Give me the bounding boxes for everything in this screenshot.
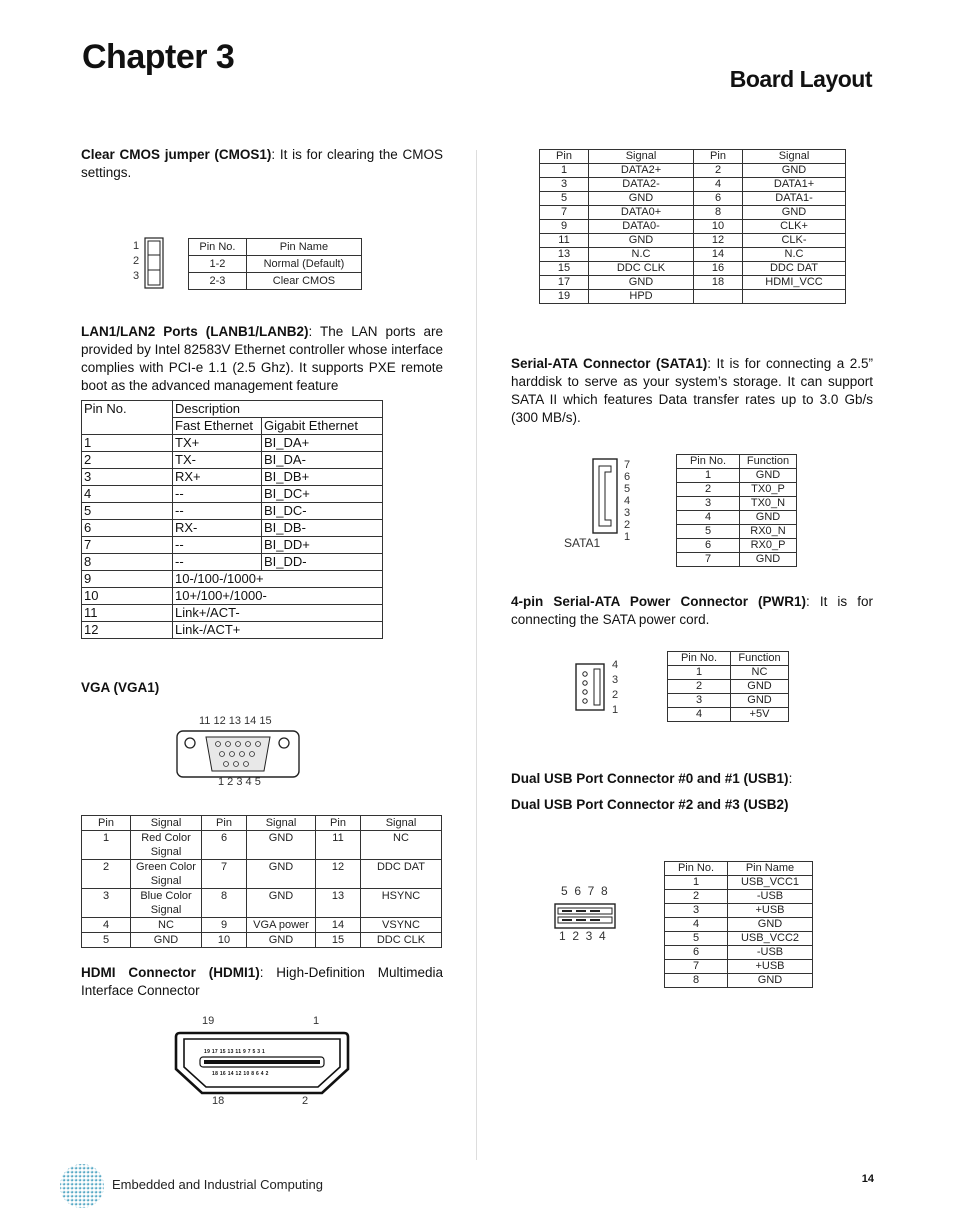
jumper-diagram [144,237,164,289]
cmos-paragraph [81,146,443,182]
table-row [677,525,797,539]
table-cell: BI_DC- [262,503,383,520]
table-row [677,483,797,497]
table-cell: 5 [82,503,173,520]
table-cell: 19 [540,290,589,304]
table-cell: TX0_N [740,497,797,511]
table-row [665,974,813,988]
table-row [668,680,789,694]
table-cell: 7 [82,537,173,554]
table-cell: TX- [173,452,262,469]
table-row [540,290,846,304]
table-cell: TX+ [173,435,262,452]
table-cell: 12 [316,860,361,889]
table-cell: 10 [202,933,247,948]
table-cell: DATA1- [743,192,846,206]
table-cell: 1 [665,876,728,890]
table-cell: -- [173,503,262,520]
table-cell: Red Color Signal [131,831,202,860]
table-cell: N.C [589,248,694,262]
table-cell: 1 [82,831,131,860]
sata-text: : It is for connecting a 2.5” harddisk to serve as your system’s storage. It can support SATA II which features Data transfer rates up to 3.0 Gb/s (300 MB/s). [511,356,873,425]
table-cell: 9 [540,220,589,234]
hdmi-inner-top-pins: 19 17 15 13 11 9 7 5 3 1 [204,1049,266,1055]
table-cell: 1 [540,164,589,178]
table-row [665,932,813,946]
column-divider [476,150,477,1160]
vga-bottom-pins: 1 2 3 4 5 [218,776,261,788]
table-cell: 5 [540,192,589,206]
table-cell: DATA2+ [589,164,694,178]
pwr-heading: 4-pin Serial-ATA Power Connector (PWR1) [511,594,807,609]
table-cell: BI_DD- [262,554,383,571]
table-cell: 6 [694,192,743,206]
table-cell: 11 [82,605,173,622]
usb-top-pins: 5 6 7 8 [561,884,608,898]
table-row [665,960,813,974]
table-row [82,918,442,933]
table-row [82,831,442,860]
table-row [677,497,797,511]
table-row [540,220,846,234]
table-cell: 6 [202,831,247,860]
table-cell: 10+/100+/1000- [173,588,383,605]
lan-table: Pin No. Description Fast Ethernet Gigabit Ethernet 1 TX+ BI_DA+ 2 TX- BI_DA- 3 RX+ BI_DB+ 4 -- BI_DC+ 5 -- BI_DC- 6 RX- BI_DB- 7 -- BI_DD+ 8 -- BI_DD- 9 10-/100-/1000+ 10 10+/100+/1000- 11 Link+/ACT- 12 Link-/ACT+ [81,400,383,639]
table-cell [743,290,846,304]
table-row [82,605,383,622]
usb-bottom-pins: 1 2 3 4 [559,929,606,943]
usb-connector-diagram [554,903,616,929]
table-cell: 3 [82,889,131,918]
table-row [540,206,846,220]
table-row [665,918,813,932]
table-cell: 10 [694,220,743,234]
table-cell: GND [589,192,694,206]
hdmi-heading: HDMI Connector (HDMI1) [81,965,260,980]
table-cell: NC [131,918,202,933]
table-row [82,520,383,537]
footer-text: Embedded and Industrial Computing [112,1177,324,1192]
table-row [540,192,846,206]
table-cell: BI_DA- [262,452,383,469]
table-cell: RX+ [173,469,262,486]
table-cell: 5 [82,933,131,948]
table-cell: N.C [743,248,846,262]
table-cell: HDMI_VCC [743,276,846,290]
table-cell: 2 [668,680,731,694]
table-cell: DATA2- [589,178,694,192]
sata-paragraph [511,355,873,427]
table-cell: 2 [665,890,728,904]
table-cell: VSYNC [361,918,442,933]
table-row [665,876,813,890]
table-row [82,860,442,889]
table-cell: BI_DD+ [262,537,383,554]
table-cell: 12 [694,234,743,248]
table-row [82,588,383,605]
hdmi-corner-label: 18 [212,1095,225,1107]
table-cell: 4 [668,708,731,722]
table-cell: USB_VCC1 [728,876,813,890]
cmos-heading: Clear CMOS jumper (CMOS1) [81,147,272,162]
lan-heading: LAN1/LAN2 Ports (LANB1/LANB2) [81,324,309,339]
cmos-table: Pin No. Pin Name 1-2 Normal (Default) 2-3 Clear CMOS [188,238,362,290]
table-cell: 3 [668,694,731,708]
table-row [665,904,813,918]
table-cell: 13 [540,248,589,262]
table-cell: 8 [665,974,728,988]
table-cell: 7 [665,960,728,974]
table-cell: GND [731,694,789,708]
table-cell: DDC DAT [361,860,442,889]
table-cell: 9 [202,918,247,933]
table-cell: RX- [173,520,262,537]
lan-text: : The LAN ports are provided by Intel 82583V Ethernet controller whose interface complies with PCI-e 1.1 (2.5 Ghz). It supports PXE remote boot as the advanced management feature [81,324,444,393]
table-row [82,486,383,503]
table-cell: 6 [82,520,173,537]
table-cell: BI_DB+ [262,469,383,486]
table-cell: 16 [694,262,743,276]
table-cell: GND [247,831,316,860]
cmos-pin-labels: 1 2 3 [133,240,140,282]
table-row [540,262,846,276]
table-row [82,503,383,520]
table-cell: GND [740,511,797,525]
table-row [82,452,383,469]
table-cell: 7 [677,553,740,567]
table-row [540,248,846,262]
section-title: Board Layout [729,66,872,92]
table-row [668,708,789,722]
table-cell: DATA0- [589,220,694,234]
table-cell: RX0_N [740,525,797,539]
table-cell: GND [247,933,316,948]
table-cell: GND [131,933,202,948]
table-cell: GND [247,860,316,889]
table-row [82,889,442,918]
table-row [540,234,846,248]
hdmi-paragraph [81,964,443,1000]
table-cell: HSYNC [361,889,442,918]
table-cell: 3 [665,904,728,918]
company-logo [58,1162,106,1210]
table-cell: 15 [540,262,589,276]
table-cell: 8 [694,206,743,220]
pwr-rows [668,666,789,722]
table-cell: 10-/100-/1000+ [173,571,383,588]
pwr-connector-diagram [575,663,605,711]
table-cell: -- [173,554,262,571]
table-cell: +5V [731,708,789,722]
table-row [665,946,813,960]
table-cell: 12 [82,622,173,639]
page-number: 14 [861,1173,874,1185]
sata-table: Pin No. Function 1 GND 2 TX0_P 3 TX0_N 4 GND 5 RX0_N 6 RX0_P 7 GND [676,454,797,567]
table-cell: BI_DB- [262,520,383,537]
table-cell: GND [740,553,797,567]
vga-top-pins: 11 12 13 14 15 [199,715,272,727]
table-cell: 2 [677,483,740,497]
table-cell: GND [731,680,789,694]
table-cell: 2 [694,164,743,178]
table-cell: 4 [82,486,173,503]
table-cell: -- [173,537,262,554]
sata-rows [677,469,797,567]
table-cell: 5 [677,525,740,539]
vga-table: Pin Signal Pin Signal Pin Signal 1 Red Color Signal 6 GND 11 NC 2 Green Color Signal 7 GND 12 DDC DAT 3 Blue Color Signal 8 GND 13 HSYNC 4 NC 9 VGA power 14 VSYNC 5 GND 10 GND 15 DDC CLK [81,815,442,948]
table-cell: 8 [82,554,173,571]
table-cell: 13 [316,889,361,918]
pwr-text: : It is for connecting the SATA power cord. [511,594,873,627]
usb1-heading: Dual USB Port Connector #0 and #1 (USB1): [511,771,793,786]
table-cell: CLK+ [743,220,846,234]
table-cell: 3 [82,469,173,486]
table-row [82,554,383,571]
usb2-heading: Dual USB Port Connector #2 and #3 (USB2) [511,797,789,812]
vga-heading: VGA (VGA1) [81,680,160,695]
table-cell: BI_DC+ [262,486,383,503]
table-cell: 6 [665,946,728,960]
table-cell: 17 [540,276,589,290]
sata-heading: Serial-ATA Connector (SATA1) [511,356,708,371]
table-cell: +USB [728,960,813,974]
table-row [540,164,846,178]
table-cell: DATA0+ [589,206,694,220]
table-cell: DDC CLK [361,933,442,948]
hdmi-inner-bottom-pins: 18 16 14 12 10 8 6 4 2 [212,1071,269,1077]
table-cell: GND [247,889,316,918]
table-cell: VGA power [247,918,316,933]
table-cell: HPD [589,290,694,304]
table-cell: GND [728,918,813,932]
hdmi-connector-diagram [174,1031,350,1095]
table-row [82,571,383,588]
table-cell: -- [173,486,262,503]
table-row [677,469,797,483]
table-cell [694,290,743,304]
table-cell: NC [731,666,789,680]
table-row [82,469,383,486]
table-cell: GND [589,234,694,248]
table-cell: 15 [316,933,361,948]
table-cell: RX0_P [740,539,797,553]
table-row [82,435,383,452]
table-cell: GND [589,276,694,290]
hdmi-corner-label: 2 [302,1095,309,1107]
pwr-paragraph [511,593,873,629]
table-cell: 5 [665,932,728,946]
table-cell: Green Color Signal [131,860,202,889]
table-cell: 4 [677,511,740,525]
usb-table: Pin No. Pin Name 1 USB_VCC1 2 -USB 3 +USB 4 GND 5 USB_VCC2 6 -USB 7 +USB 8 GND [664,861,813,988]
table-row [82,622,383,639]
table-row [677,539,797,553]
table-cell: 14 [694,248,743,262]
table-cell: 14 [316,918,361,933]
table-cell: Link-/ACT+ [173,622,383,639]
sata-label: SATA1 [564,536,601,550]
table-row [665,890,813,904]
table-cell: GND [743,164,846,178]
table-cell: 11 [316,831,361,860]
table-cell: NC [361,831,442,860]
hdmi-corner-label: 1 [313,1015,320,1027]
hdmi-text: : High-Definition Multimedia Interface Connector [81,965,443,998]
table-cell: CLK- [743,234,846,248]
pwr-table: Pin No. Function 1 NC 2 GND 3 GND 4 +5V [667,651,789,722]
vga-rows [82,831,442,948]
sata-connector-diagram [592,458,618,534]
table-cell: 3 [677,497,740,511]
table-cell: Link+/ACT- [173,605,383,622]
table-cell: 4 [694,178,743,192]
table-cell: 2 [82,860,131,889]
hdmi-corner-label: 19 [202,1015,215,1027]
table-cell: 8 [202,889,247,918]
table-cell: 4 [665,918,728,932]
usb-rows [665,876,813,988]
table-cell: GND [743,206,846,220]
table-cell: 7 [202,860,247,889]
table-cell: 7 [540,206,589,220]
table-cell: 10 [82,588,173,605]
table-cell: BI_DA+ [262,435,383,452]
table-cell: 1 [82,435,173,452]
table-cell: 4 [82,918,131,933]
table-row [677,553,797,567]
table-cell: 1 [677,469,740,483]
hdmi-rows [540,164,846,304]
table-cell: Blue Color Signal [131,889,202,918]
table-cell: -USB [728,890,813,904]
cmos-text: : It is for clearing the CMOS settings. [81,147,443,180]
table-row [668,666,789,680]
table-row [540,178,846,192]
table-cell: DDC CLK [589,262,694,276]
table-cell: GND [728,974,813,988]
pwr-pin-labels: 4 3 2 1 [612,659,619,716]
sata-pin-labels: 7 6 5 4 3 2 1 [624,459,631,543]
lan-paragraph [81,323,443,395]
table-cell: 3 [540,178,589,192]
table-cell: USB_VCC2 [728,932,813,946]
vga-connector-diagram [176,730,300,778]
table-cell: TX0_P [740,483,797,497]
table-row [82,537,383,554]
table-row [82,933,442,948]
table-cell: 9 [82,571,173,588]
table-cell: GND [740,469,797,483]
table-cell: -USB [728,946,813,960]
table-cell: DDC DAT [743,262,846,276]
table-cell: DATA1+ [743,178,846,192]
table-cell: +USB [728,904,813,918]
chapter-title: Chapter 3 [82,38,235,76]
lan-rows [82,435,383,639]
table-cell: 1 [668,666,731,680]
table-cell: 6 [677,539,740,553]
table-row [668,694,789,708]
table-cell: 18 [694,276,743,290]
table-cell: 11 [540,234,589,248]
table-row [677,511,797,525]
hdmi-table: Pin Signal Pin Signal 1 DATA2+ 2 GND 3 DATA2- 4 DATA1+ 5 GND 6 DATA1- 7 DATA0+ 8 GND 9 DATA0- 10 CLK+ 11 GND 12 CLK- 13 N.C 14 N.C 15 DDC CLK 16 DDC DAT 17 GND 18 HDMI_VCC 19 HPD [539,149,846,304]
table-cell: 2 [82,452,173,469]
table-row [540,276,846,290]
